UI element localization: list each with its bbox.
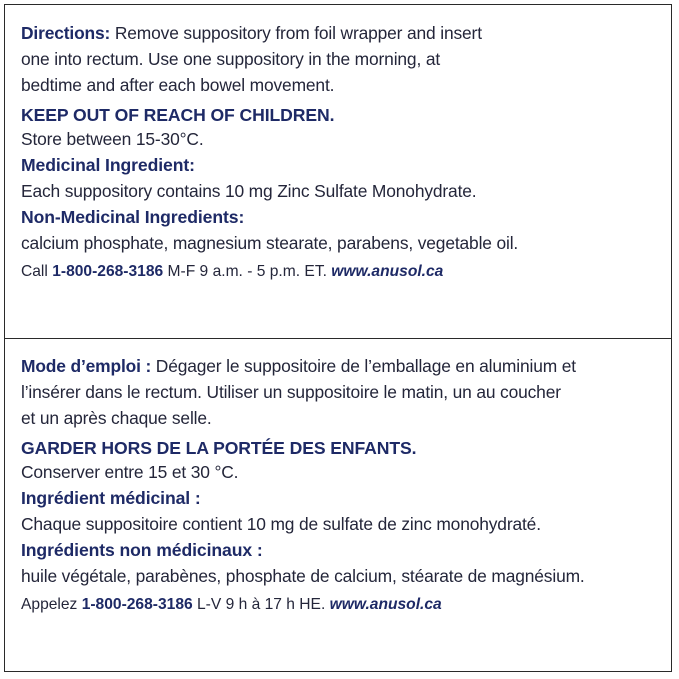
directions-label: Directions: xyxy=(21,23,111,43)
appelez-prefix: Appelez xyxy=(21,596,82,613)
english-section xyxy=(21,21,663,283)
mode-emploi-line-1 xyxy=(21,354,663,378)
directions-line-2: one into rectum. Use one suppository in the morning, at xyxy=(21,49,441,69)
storage-text: Store between 15-30°C. xyxy=(21,129,204,149)
directions-line-1 xyxy=(21,21,663,45)
directions-line-3: bedtime and after each bowel movement. xyxy=(21,75,335,95)
phone-number-fr: 1-800-268-3186 xyxy=(81,596,193,613)
website-url-fr: www.anusol.ca xyxy=(329,596,442,613)
section-divider xyxy=(5,338,671,339)
website-url: www.anusol.ca xyxy=(331,263,444,280)
ingredients-non-medicinaux-heading: Ingrédients non médicinaux : xyxy=(21,540,263,560)
french-section xyxy=(21,354,663,616)
call-hours: M-F 9 a.m. - 5 p.m. ET. xyxy=(163,263,332,280)
mode-emploi-label: Mode d’emploi : xyxy=(21,356,152,376)
product-label-panel xyxy=(4,4,672,672)
avertissement-heading: GARDER HORS DE LA PORTÉE DES ENFANTS. xyxy=(21,438,417,458)
ingredients-non-medicinaux-text: huile végétale, parabènes, phosphate de calcium, stéarate de magnésium. xyxy=(21,566,585,586)
mode-emploi-line-3: et un après chaque selle. xyxy=(21,408,212,428)
warning-heading: KEEP OUT OF REACH OF CHILDREN. xyxy=(21,105,335,125)
non-medicinal-ingredients-heading: Non-Medicinal Ingredients: xyxy=(21,207,245,227)
directions-text-1: Remove suppository from foil wrapper and insert xyxy=(110,23,482,43)
contact-line-fr xyxy=(21,594,663,616)
mode-emploi-line-2: l’insérer dans le rectum. Utiliser un suppositoire le matin, un au coucher xyxy=(21,382,561,402)
medicinal-ingredient-text: Each suppository contains 10 mg Zinc Sulfate Monohydrate. xyxy=(21,181,477,201)
mode-emploi-text-1: Dégager le suppositoire de l’emballage en aluminium et xyxy=(151,356,576,376)
heures-text: L-V 9 h à 17 h HE. xyxy=(192,596,330,613)
conservation-text: Conserver entre 15 et 30 °C. xyxy=(21,462,239,482)
phone-number: 1-800-268-3186 xyxy=(52,263,164,280)
call-prefix: Call xyxy=(21,263,53,280)
contact-line xyxy=(21,261,663,283)
ingredient-medicinal-text: Chaque suppositoire contient 10 mg de sulfate de zinc monohydraté. xyxy=(21,514,541,534)
non-medicinal-ingredients-text: calcium phosphate, magnesium stearate, parabens, vegetable oil. xyxy=(21,233,519,253)
ingredient-medicinal-heading: Ingrédient médicinal : xyxy=(21,488,201,508)
medicinal-ingredient-heading: Medicinal Ingredient: xyxy=(21,155,195,175)
